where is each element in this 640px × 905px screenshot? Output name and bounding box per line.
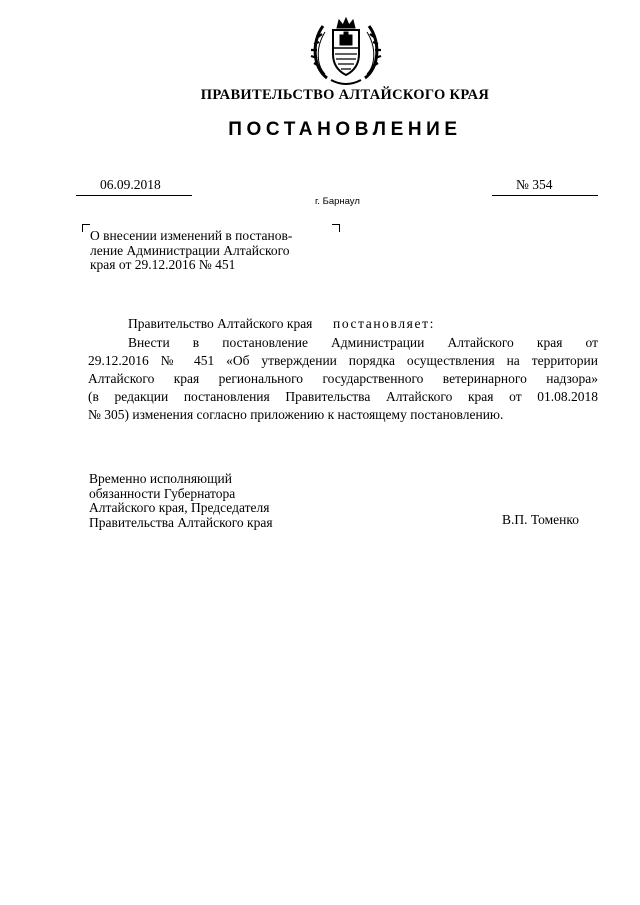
subject-corner-left bbox=[82, 224, 90, 232]
signatory-name: В.П. Томенко bbox=[502, 512, 579, 527]
coat-of-arms-icon bbox=[305, 8, 387, 90]
number-field bbox=[492, 177, 598, 196]
body-line: Внести в постановление Администрации Алтайского края от bbox=[128, 335, 598, 350]
body-line: № 305) изменения согласно приложению к настоящему постановлению. bbox=[88, 407, 504, 422]
preamble-keyword: постановляет: bbox=[333, 316, 435, 331]
body-line: Алтайского края регионального государственного ветеринарного надзора» bbox=[88, 371, 598, 386]
subject-block bbox=[90, 229, 340, 273]
signatory-position bbox=[89, 472, 349, 530]
position-line: Временно исполняющий bbox=[89, 471, 232, 486]
subject-line: ление Администрации Алтайского bbox=[90, 242, 290, 258]
position-line: Правительства Алтайского края bbox=[89, 514, 273, 530]
position-line: Алтайского края, Председателя bbox=[89, 500, 270, 515]
preamble-label: Правительство Алтайского края bbox=[128, 316, 313, 331]
position-line: обязанности Губернатора bbox=[89, 485, 236, 501]
body-text bbox=[88, 334, 598, 424]
subject-line: края от 29.12.2016 № 451 bbox=[90, 257, 236, 272]
document-date: 06.09.2018 bbox=[100, 177, 161, 192]
city: г. Барнаул bbox=[315, 196, 360, 207]
body-line: 29.12.2016 № 451 «Об утверждении порядка осуществления на территории bbox=[88, 353, 598, 368]
document-number: № 354 bbox=[516, 177, 553, 192]
subject-line: О внесении изменений в постанов- bbox=[90, 228, 293, 243]
document-type: ПОСТАНОВЛЕНИЕ bbox=[228, 119, 462, 140]
body-line: (в редакции постановления Правительства Алтайского края от 01.08.2018 bbox=[88, 389, 598, 404]
government-title: ПРАВИТЕЛЬСТВО АЛТАЙСКОГО КРАЯ bbox=[200, 87, 490, 103]
date-field bbox=[76, 177, 192, 196]
